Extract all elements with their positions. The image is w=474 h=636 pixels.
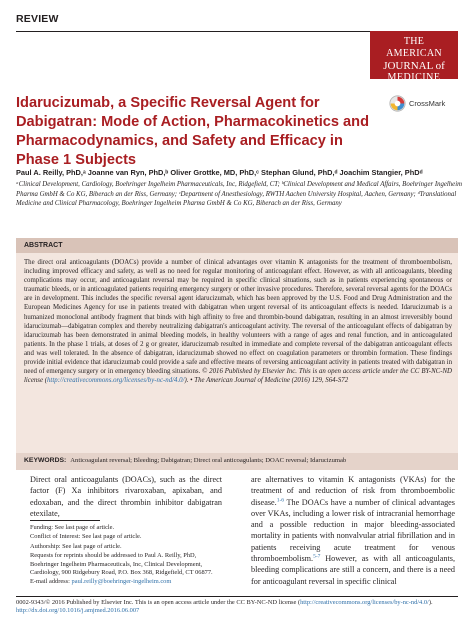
affiliations: ᵃClinical Development, Cardiology, Boehringer Ingelheim Pharmaceuticals, Inc, Ridgefield, CT; ᵇClinical Development and Medical Affairs, Boehringer Ingelheim Pharma GmbH & Co KG, Biberach an der Riss, Germany; ᶜDepartment of Anesthesiology, RWTH Aachen University Hospital, Aachen, Germany; ᵈTranslational Medicine and Clinical Pharmacology, Boehringer Ingelheim Pharma GmbH & Co KG, Biberach an der Riss, Germany [16,181,462,208]
doi-link[interactable]: http://dx.doi.org/10.1016/j.amjmed.2016.06.007 [16,607,140,615]
body-right-column [251,474,455,587]
body-text-b: The DOACs have a number of clinical advantages over VKAs, including a lower risk of intracranial hemorrhage and a possible reduction in major bleeding-associated mortality in patients with nonvalvular atrial fibrillation and in patients receiving acute treatment for venous thromboembolism. [251,497,455,564]
footnote-email [30,578,222,586]
footnotes [30,524,222,588]
body-text-a: are alternatives to vitamin K antagonists (VKAs) for the treatment of and reduction of risk from thromboembolic disease. [251,475,455,507]
journal-logo-line1: THE AMERICAN [386,36,442,59]
keywords-label: KEYWORDS: [24,457,67,464]
intro-paragraph-continued [251,474,455,587]
footnote-rule [30,520,100,521]
section-label: REVIEW [16,13,59,25]
footer-rule [16,596,458,597]
copyright-text: © 2016 Published by Elsevier Inc. This is an open access article under the CC BY-NC-ND license ( [24,368,452,385]
reference-1-6[interactable]: 1-6 [276,496,285,503]
reference-5-7[interactable]: 5-7 [313,553,321,560]
abstract-text [24,258,452,385]
crossmark-badge[interactable] [389,95,445,112]
journal-logo-line2: JOURNAL of [383,60,445,72]
footnote-conflict: Conflict of Interest: See last page of article. [30,533,142,541]
footnote-reprints: Requests for reprints should be addressed to Paul A. Reilly, PhD, Boehringer Ingelheim Pharmaceuticals, Inc, Clinical Development, Cardiology, 900 Ridgebury Road, P.O. Box 368, Ridgefield, CT 06877. [30,552,213,577]
footer-license-link[interactable]: http://creativecommons.org/licenses/by-nc-nd/4.0/ [300,599,429,606]
footnote-authorship: Authorship: See last page of article. [30,542,122,550]
author-list: Paul A. Reilly, PhD,ᵃ Joanne van Ryn, PhD,ᵇ Oliver Grottke, MD, PhD,ᶜ Stephan Glund, PhD,ᵈ Joachim Stangier, PhDᵈ [16,168,423,177]
page-footer [16,599,458,616]
crossmark-icon [389,95,406,112]
abstract-heading: ABSTRACT [16,238,458,253]
journal-citation: ). • The American Journal of Medicine (2016) 129, S64-S72 [184,377,349,385]
abstract-box [16,238,458,470]
footer-issn: 0002-9343/© 2016 Published by Elsevier Inc. This is an open access article under the CC BY-NC-ND license ( [16,599,301,606]
body-left-column [30,474,222,519]
license-link[interactable]: http://creativecommons.org/licenses/by-nc-nd/4.0/ [47,377,185,385]
journal-logo[interactable] [370,31,458,83]
footer-close: ). [428,599,433,606]
body-text-c: However, as with all anticoagulants, bleeding complications are still a concern, and there is a need for anticoagulant reversal in specific clinical [251,554,455,586]
abstract-body: The direct oral anticoagulants (DOACs) provide a number of clinical advantages over vitamin K antagonists for the treatment of thromboembolism, including improved efficacy and safety, as well as no need for regular monitoring of anticoagulant effect. However, as with all anticoagulants, bleeding complications may occur, and anticoagulant reversal may be required in specific clinical situations, such as in patients experiencing spontaneous or traumatic bleeds, or in anticoagulated patients requiring emergency surgery or other invasive procedures. Therefore, several reversal agents for the DOACs are in development. This includes the specific reversal agent idarucizumab, which has been approved by the U.S. Food and Drug Administration and the European Medicines Agency for use in patients treated with dabigatran when urgent reversal of its anticoagulant effects is needed. Idarucizumab is a humanized monoclonal antibody fragment that binds with high affinity to free and thrombin-bound dabigatran, resulting in an almost irreversibly bound idarucizumab—dabigatran complex and thereby neutralizing dabigatran's anticoagulant activity. The reversal of the anticoagulant effects of dabigatran by idarucizumab has been demonstrated in animal bleeding models, in healthy volunteers with a range of ages and renal function, and in anticoagulated patients. In the phase 1 trials, at doses of 2 g or greater, idarucizumab resulted in immediate and complete reversal of the dabigatran anticoagulant effects and was well tolerated. In the absence of dabigatran, idarucizumab showed no effect on coagulation parameters or thrombin formation. These findings provide initial evidence that idarucizumab could provide a safe and effective means of reversing anticoagulant activity in patients treated with dabigatran in need of emergency surgery or in emergency bleeding situations. [24,259,452,376]
keywords-bar [16,453,458,470]
email-link[interactable]: paul.reilly@boehringer-ingelheim.com [71,578,172,586]
article-title: Idarucizumab, a Specific Reversal Agent for Dabigatran: Mode of Action, Pharmacokinetics and Pharmacodynamics, and Safety and Efficacy in Phase 1 Subjects [16,95,370,168]
keywords-list: Anticoagulant reversal; Bleeding; Dabigatran; Direct oral anticoagulants; DOAC reversal; Idarucizumab [70,457,347,464]
intro-paragraph-start: Direct oral anticoagulants (DOACs), such as the direct factor (F) Xa inhibitors rivaroxaban, apixaban, and edoxaban, and the direct thrombin inhibitor dabigatran etexilate, [30,475,222,518]
crossmark-label: CrossMark [409,99,446,108]
footnote-funding: Funding: See last page of article. [30,524,115,531]
email-label: E-mail address: [30,578,72,586]
journal-logo-line3: MEDICINE [387,72,441,83]
